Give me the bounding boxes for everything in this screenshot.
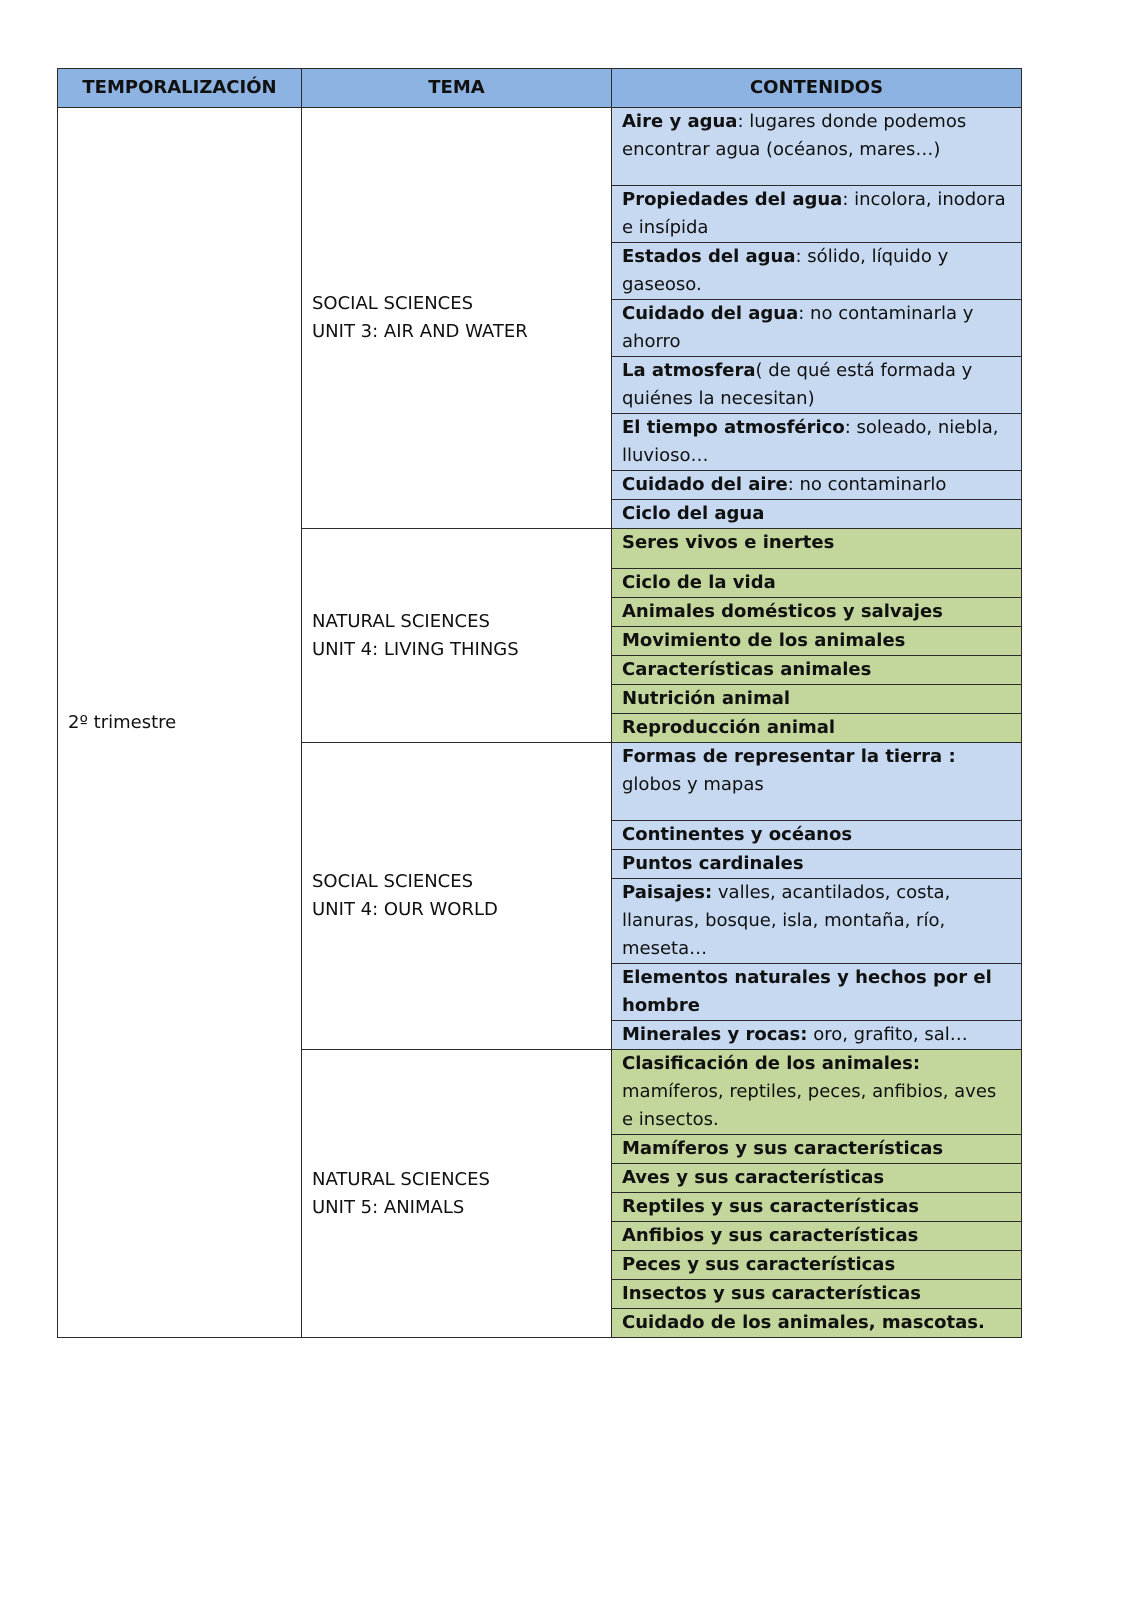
content-cell (612, 1280, 1022, 1309)
content-keyword: Animales domésticos y salvajes (622, 601, 943, 622)
content-cell (612, 569, 1022, 598)
content-keyword: Puntos cardinales (622, 853, 804, 874)
content-cell (612, 471, 1022, 500)
theme-unit: UNIT 5: ANIMALS (312, 1196, 465, 1218)
content-cell (612, 300, 1022, 357)
content-keyword: Cuidado de los animales, mascotas. (622, 1312, 985, 1333)
content-cell (612, 1222, 1022, 1251)
content-detail: ( de qué está formada y quiénes la necesitan) (622, 360, 973, 409)
content-cell (612, 1164, 1022, 1193)
theme-area: NATURAL SCIENCES (312, 1168, 490, 1190)
content-keyword: Aves y sus características (622, 1167, 885, 1188)
planning-table (57, 68, 1022, 1338)
content-cell (612, 1021, 1022, 1050)
content-keyword: Aire y agua (622, 111, 738, 132)
header-contents: CONTENIDOS (612, 69, 1022, 108)
content-cell (612, 186, 1022, 243)
content-cell (612, 1050, 1022, 1135)
content-keyword: Cuidado del aire (622, 474, 788, 495)
content-detail: globos y mapas (622, 774, 764, 795)
theme-cell (302, 743, 612, 1050)
content-keyword: Cuidado del agua (622, 303, 799, 324)
content-keyword: Anfibios y sus características (622, 1225, 919, 1246)
content-keyword: Estados del agua (622, 246, 796, 267)
content-cell (612, 529, 1022, 569)
content-keyword: Movimiento de los animales (622, 630, 906, 651)
content-keyword: Ciclo de la vida (622, 572, 776, 593)
content-cell (612, 1309, 1022, 1338)
content-keyword: Formas de representar la tierra : (622, 746, 956, 767)
table-row (58, 108, 1022, 186)
content-keyword: Continentes y océanos (622, 824, 853, 845)
content-detail: : soleado, niebla, lluvioso… (622, 417, 999, 466)
header-period: TEMPORALIZACIÓN (58, 69, 302, 108)
content-keyword: Reptiles y sus características (622, 1196, 919, 1217)
content-keyword: Seres vivos e inertes (622, 532, 835, 553)
content-keyword: Insectos y sus características (622, 1283, 921, 1304)
content-detail: : sólido, líquido y gaseoso. (622, 246, 949, 295)
theme-cell (302, 529, 612, 743)
content-keyword: Peces y sus características (622, 1254, 896, 1275)
content-cell (612, 1251, 1022, 1280)
content-cell (612, 821, 1022, 850)
content-cell (612, 964, 1022, 1021)
table-body (58, 108, 1022, 1338)
content-cell (612, 627, 1022, 656)
content-cell (612, 414, 1022, 471)
content-cell (612, 685, 1022, 714)
header-theme: TEMA (302, 69, 612, 108)
content-cell (612, 598, 1022, 627)
theme-area: NATURAL SCIENCES (312, 610, 490, 632)
content-keyword: Elementos naturales y hechos por el hombre (622, 967, 992, 1016)
content-cell (612, 357, 1022, 414)
theme-unit: UNIT 4: OUR WORLD (312, 899, 498, 920)
content-keyword: Reproducción animal (622, 717, 836, 738)
content-keyword: La atmosfera (622, 360, 756, 381)
content-detail: : no contaminarlo (787, 474, 947, 495)
content-cell (612, 1135, 1022, 1164)
content-cell (612, 500, 1022, 529)
content-detail: oro, grafito, sal… (807, 1024, 968, 1045)
content-cell (612, 1193, 1022, 1222)
content-detail: valles, acantilados, costa, llanuras, bosque, isla, montaña, río, meseta… (622, 882, 951, 959)
content-keyword: Ciclo del agua (622, 503, 765, 524)
theme-cell (302, 1050, 612, 1338)
content-keyword: Nutrición animal (622, 688, 791, 709)
theme-area: SOCIAL SCIENCES (312, 293, 474, 314)
content-detail: : no contaminarla y ahorro (622, 303, 974, 352)
content-keyword: El tiempo atmosférico (622, 417, 845, 438)
header-row (58, 69, 1022, 108)
content-cell (612, 714, 1022, 743)
content-keyword: Características animales (622, 659, 872, 680)
content-cell (612, 743, 1022, 821)
content-keyword: Paisajes: (622, 882, 713, 903)
theme-cell (302, 108, 612, 529)
content-cell (612, 850, 1022, 879)
theme-unit: UNIT 3: AIR AND WATER (312, 321, 528, 342)
content-cell (612, 108, 1022, 186)
content-detail: mamíferos, reptiles, peces, anfibios, aves e insectos. (622, 1081, 997, 1130)
content-cell (612, 879, 1022, 964)
theme-unit: UNIT 4: LIVING THINGS (312, 638, 519, 660)
content-keyword: Propiedades del agua (622, 189, 843, 210)
content-keyword: Mamíferos y sus características (622, 1138, 944, 1159)
theme-area: SOCIAL SCIENCES (312, 871, 474, 892)
content-cell (612, 656, 1022, 685)
content-cell (612, 243, 1022, 300)
period-cell: 2º trimestre (58, 108, 302, 1338)
content-detail: : incolora, inodora e insípida (622, 189, 1006, 238)
content-detail: : lugares donde podemos encontrar agua (océanos, mares…) (622, 111, 967, 160)
content-keyword: Minerales y rocas: (622, 1024, 808, 1045)
content-keyword: Clasificación de los animales: (622, 1053, 921, 1074)
